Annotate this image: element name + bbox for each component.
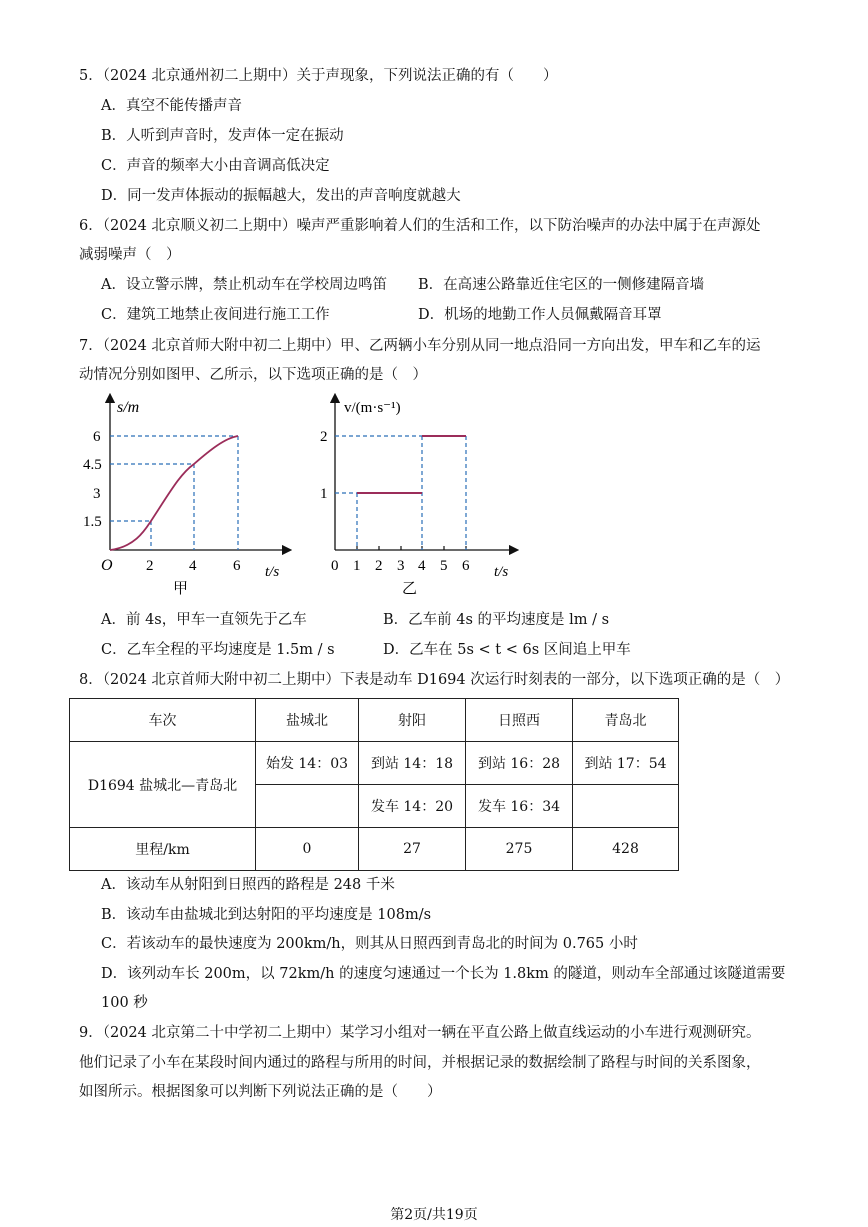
jia-x-label: t/s <box>265 564 280 580</box>
yi-x-tick-5: 5 <box>440 558 448 574</box>
jia-y-label: s/m <box>117 399 140 416</box>
yi-x-label: t/s <box>494 564 509 580</box>
table-cell: 到站 16：28 <box>466 742 573 785</box>
table-header-cell: 日照西 <box>466 699 573 742</box>
train-name-cell: D1694 盐城北—青岛北 <box>70 742 256 828</box>
q5-stem: 5．（2024 北京通州初二上期中）关于声现象，下列说法正确的有（ ） <box>79 68 558 84</box>
jia-y-tick-6: 6 <box>93 429 101 445</box>
table-row-mileage <box>70 828 679 871</box>
yi-x-tick-6: 6 <box>462 558 470 574</box>
jia-origin: O <box>101 557 113 574</box>
q7-stem-line2: 动情况分别如图甲、乙所示，以下选项正确的是（ ） <box>79 367 427 383</box>
yi-y-tick-2: 2 <box>320 429 328 445</box>
jia-caption: 甲 <box>173 579 189 597</box>
yi-x-tick-2: 2 <box>375 558 383 574</box>
jia-x-tick-6: 6 <box>233 558 241 574</box>
mileage-label-cell: 里程/km <box>70 828 256 871</box>
table-row <box>70 742 679 785</box>
q9-stem-line2: 他们记录了小车在某段时间内通过的路程与所用的时间，并根据记录的数据绘制了路程与时间的关系图象， <box>79 1055 761 1071</box>
q6-stem-line1: 6．（2024 北京顺义初二上期中）噪声严重影响着人们的生活和工作，以下防治噪声的办法中属于在声源处 <box>79 218 761 234</box>
jia-x-tick-4: 4 <box>189 558 197 574</box>
jia-x-tick-2: 2 <box>146 558 154 574</box>
q8-option-d-cont: 100 秒 <box>101 995 148 1011</box>
yi-x-tick-0: 0 <box>331 558 339 574</box>
q5-option-d: D．同一发声体振动的振幅越大，发出的声音响度就越大 <box>101 188 461 204</box>
table-cell <box>256 785 359 828</box>
q6-stem-line2: 减弱噪声（ ） <box>79 247 181 263</box>
q7-option-b: B．乙车前 4s 的平均速度是 lm / s <box>383 612 610 628</box>
table-header-cell: 盐城北 <box>256 699 359 742</box>
q5-option-b: B．人听到声音时，发声体一定在振动 <box>101 128 344 144</box>
yi-caption: 乙 <box>402 579 418 597</box>
table-cell: 到站 17：54 <box>573 742 679 785</box>
q8-option-b: B．该动车由盐城北到达射阳的平均速度是 108m/s <box>101 907 432 923</box>
table-cell: 发车 16：34 <box>466 785 573 828</box>
jia-y-tick-45: 4.5 <box>83 457 102 473</box>
q6-option-b: B．在高速公路靠近住宅区的一侧修建隔音墙 <box>418 277 705 293</box>
timetable <box>69 698 679 871</box>
yi-x-tick-4: 4 <box>418 558 426 574</box>
table-cell: 0 <box>256 828 359 871</box>
jia-y-tick-15: 1.5 <box>83 514 102 530</box>
q9-stem-line3: 如图所示。根据图象可以判断下列说法正确的是（ ） <box>79 1084 442 1100</box>
q7-option-c: C．乙车全程的平均速度是 1.5m / s <box>101 642 335 658</box>
graph-yi <box>322 392 532 602</box>
q5-option-a: A．真空不能传播声音 <box>101 98 242 114</box>
jia-curve <box>110 436 238 550</box>
table-header-cell: 青岛北 <box>573 699 679 742</box>
q9-stem-line1: 9．（2024 北京第二十中学初二上期中）某学习小组对一辆在平直公路上做直线运动的小车进行观测研究。 <box>79 1025 761 1041</box>
q6-option-c: C．建筑工地禁止夜间进行施工工作 <box>101 307 330 323</box>
q8-option-a: A．该动车从射阳到日照西的路程是 248 千米 <box>101 877 395 893</box>
table-cell: 到站 14：18 <box>359 742 466 785</box>
table-cell: 始发 14：03 <box>256 742 359 785</box>
q7-option-a: A．前 4s，甲车一直领先于乙车 <box>101 612 307 628</box>
q8-option-c: C．若该动车的最快速度为 200km/h，则其从日照西到青岛北的时间为 0.765 小时 <box>101 936 638 952</box>
q6-option-a: A．设立警示牌，禁止机动车在学校周边鸣笛 <box>101 277 387 293</box>
yi-x-tick-3: 3 <box>397 558 405 574</box>
table-cell: 275 <box>466 828 573 871</box>
table-cell <box>573 785 679 828</box>
page-footer: 第2页/共19页 <box>390 1207 478 1223</box>
table-header-cell: 射阳 <box>359 699 466 742</box>
yi-x-tick-1: 1 <box>353 558 361 574</box>
table-cell: 27 <box>359 828 466 871</box>
q8-option-d: D．该列动车长 200m，以 72km/h 的速度匀速通过一个长为 1.8km 的隧道，则动车全部通过该隧道需要 <box>101 966 786 982</box>
table-cell: 发车 14：20 <box>359 785 466 828</box>
q7-option-d: D．乙车在 5s < t < 6s 区间追上甲车 <box>383 642 631 658</box>
jia-y-tick-3: 3 <box>93 486 101 502</box>
table-cell: 428 <box>573 828 679 871</box>
q6-option-d: D．机场的地勤工作人员佩戴隔音耳罩 <box>418 307 662 323</box>
graph-jia <box>83 392 295 602</box>
q5-option-c: C．声音的频率大小由音调高低决定 <box>101 158 330 174</box>
q8-stem: 8．（2024 北京首师大附中初二上期中）下表是动车 D1694 次运行时刻表的一部分，以下选项正确的是（ ） <box>79 672 790 688</box>
table-header-row <box>70 699 679 742</box>
yi-y-tick-1: 1 <box>320 486 328 502</box>
table-header-cell: 车次 <box>70 699 256 742</box>
yi-y-label: v/(m·s⁻¹) <box>344 400 401 416</box>
q7-stem-line1: 7．（2024 北京首师大附中初二上期中）甲、乙两辆小车分别从同一地点沿同一方向出发，甲车和乙车的运 <box>79 338 761 354</box>
